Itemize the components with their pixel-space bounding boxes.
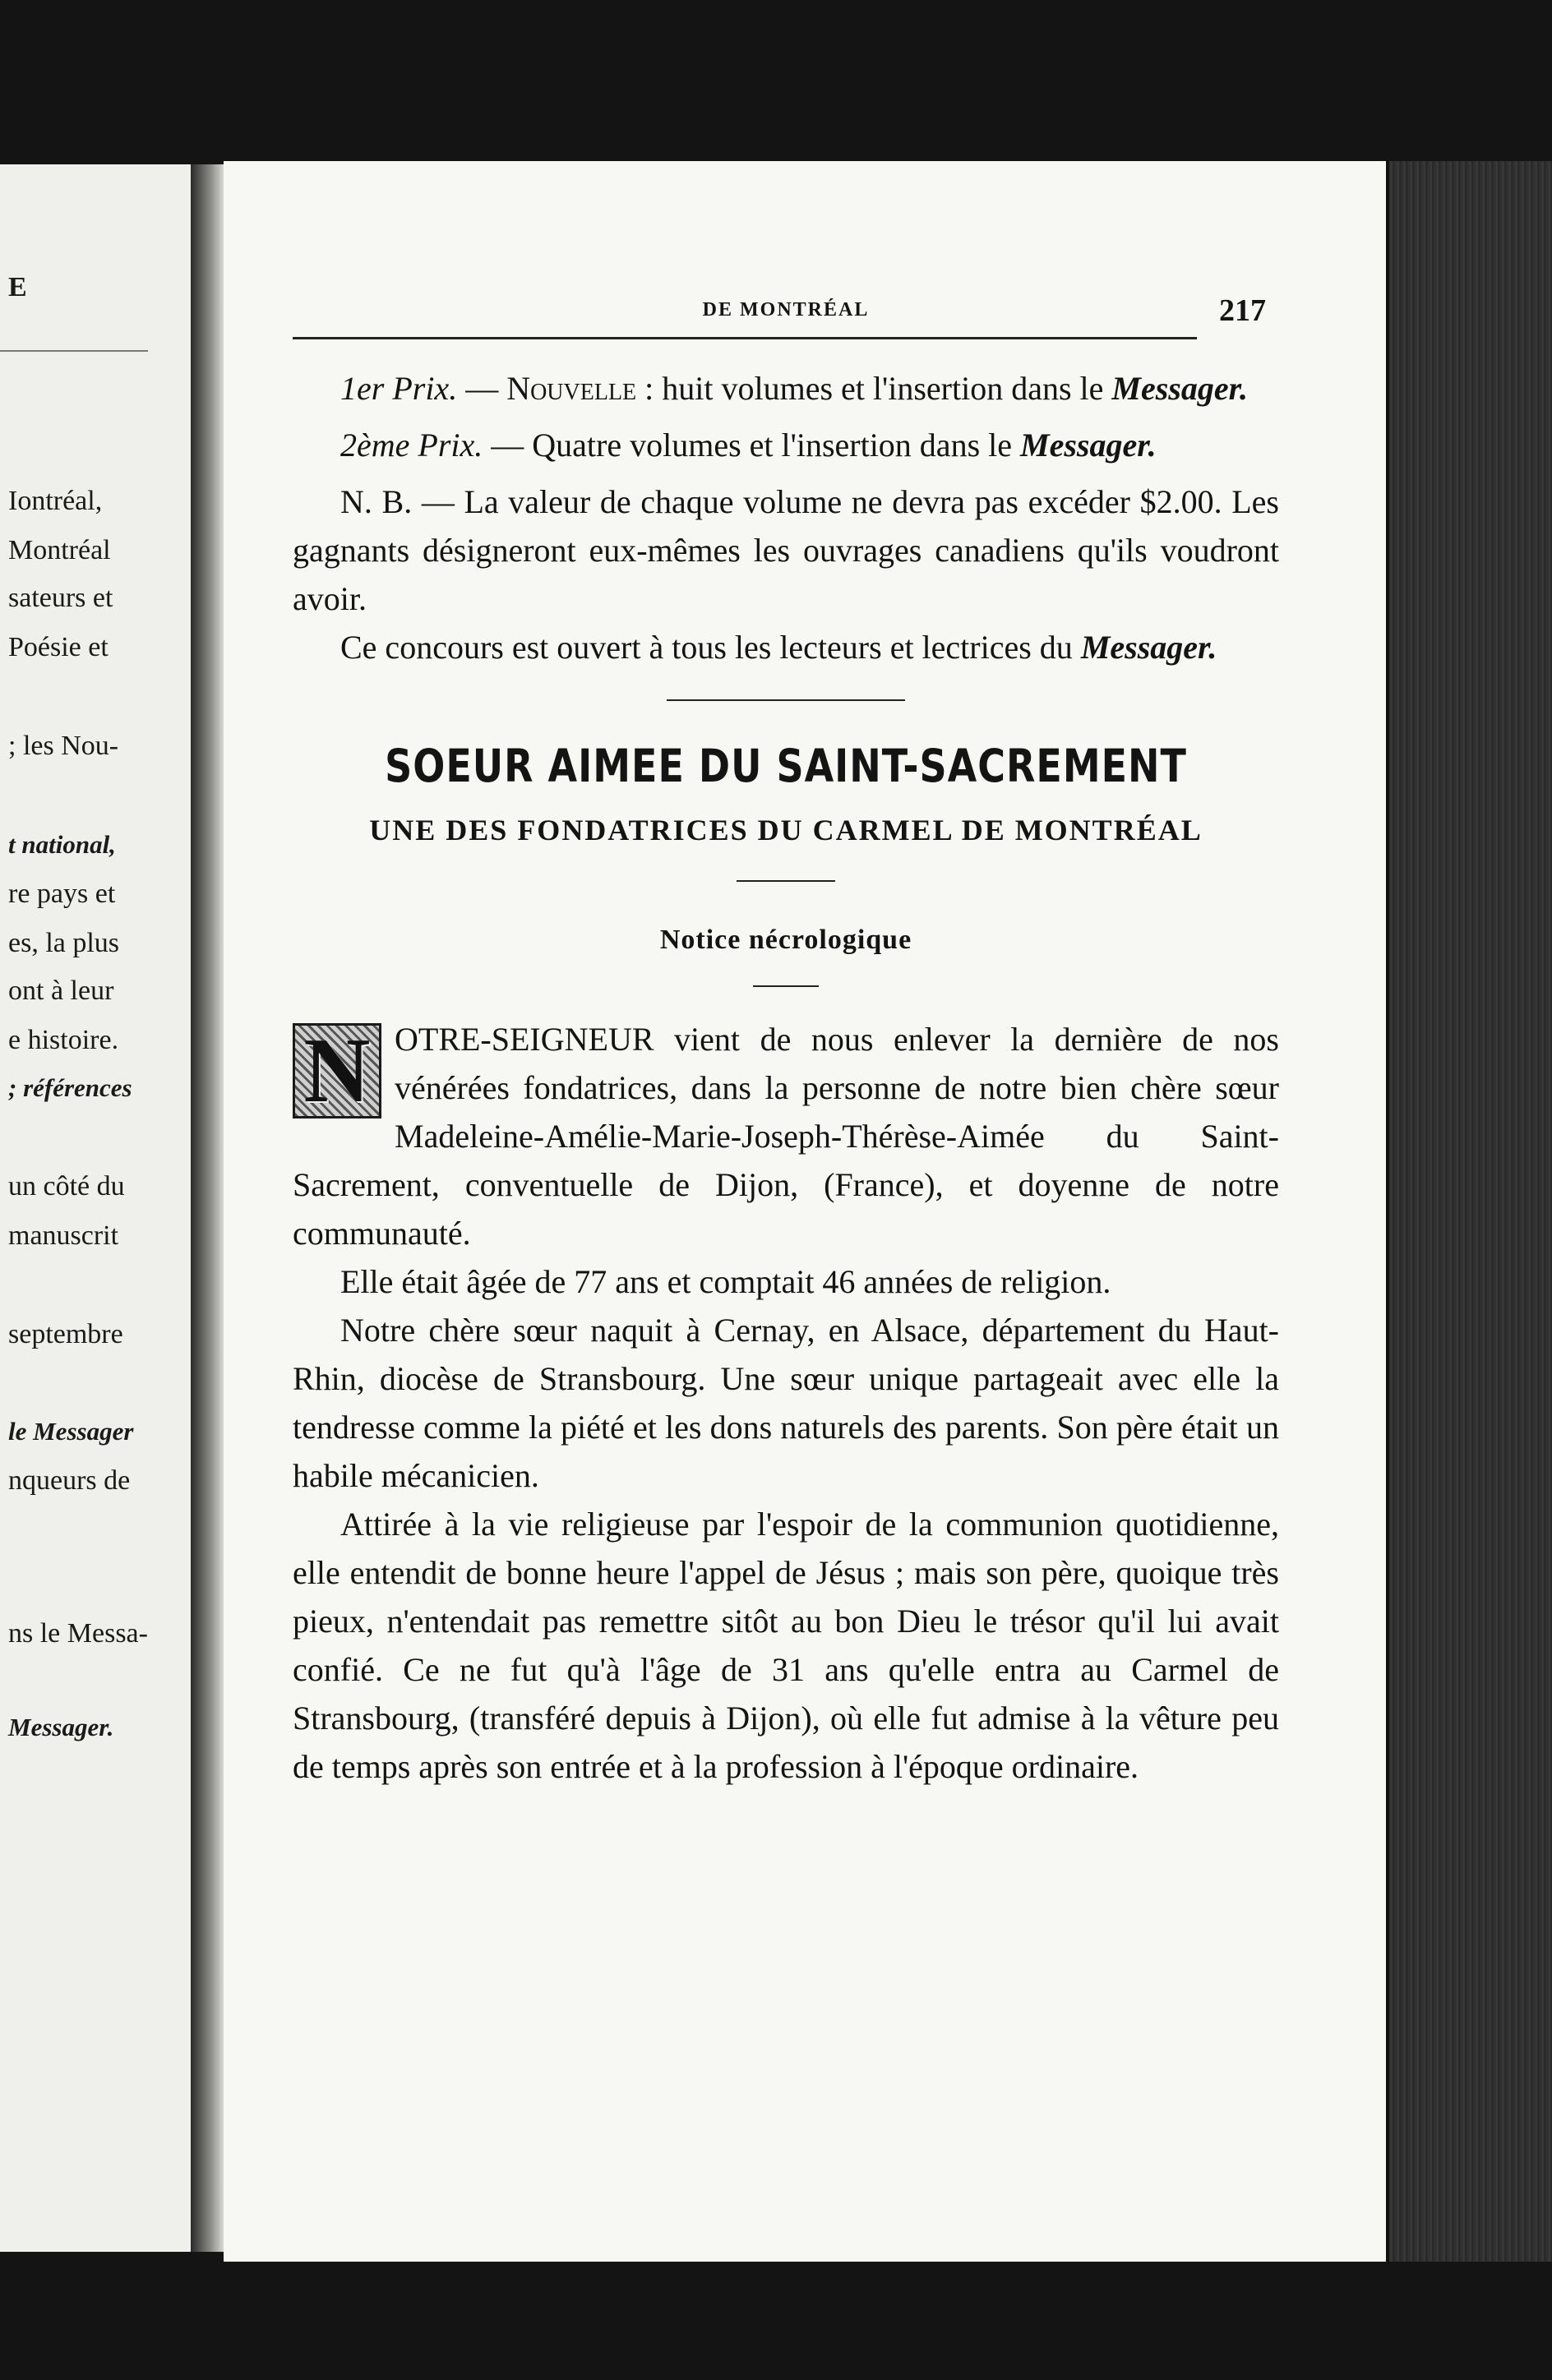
section-rule [667, 699, 905, 701]
page-content [293, 293, 1279, 1791]
dropcap-letter: N [303, 1020, 371, 1122]
left-page-fragment: E [8, 272, 27, 302]
left-page-fragment: Poésie et [8, 632, 109, 662]
article-para-4: Attirée à la vie religieuse par l'espoir de la communion quotidienne, elle entendit de bonne heure l'appel de Jésus ; mais son père, quoique très pieux, n'entendait pas remettre sitôt au bon Dieu le trésor qu'il lui avait confié. Ce ne fut qu'à l'âge de 31 ans qu'elle entra au Carmel de Stransbourg, (transféré depuis à Dijon), où elle fut admise à la vêture peu de temps après son entrée et à la profession à l'époque ordinaire. [293, 1506, 1279, 1785]
prize-first-label: 1er Prix. [340, 370, 458, 407]
left-page-rule [0, 350, 148, 352]
left-page-fragment: sateurs et [8, 583, 113, 613]
prize-first-text: : huit volumes et l'insertion dans le [636, 370, 1112, 407]
left-page-fragment: ns le Messa- [8, 1618, 148, 1649]
left-page-fragment: Iontréal, [8, 486, 103, 516]
left-page-fragment: ; les Nou- [8, 731, 119, 761]
left-page-fragment: le Messager [8, 1417, 134, 1446]
prize-second-messager: Messager. [1020, 427, 1157, 464]
prize-first-nouvelle: Nouvelle [506, 370, 637, 407]
left-page-fragment: ; références [8, 1073, 132, 1102]
prize-second [293, 421, 1279, 469]
prize-second-label: 2ème Prix. [340, 427, 483, 464]
article-para-2: Elle était âgée de 77 ans et comptait 46 années de religion. [340, 1263, 1111, 1300]
article-para-1-text: OTRE-SEIGNEUR vient de nous enlever la dernière de nos vénérées fondatrices, dans la personne de notre bien chère sœur Madeleine-Amélie-Marie-Joseph-Thérèse-Aimée du Saint-Sacrement, conventuelle de Dijon, (France), et doyenne de notre communauté. [293, 1021, 1279, 1252]
prize-first-messager: Messager. [1111, 370, 1248, 407]
prize-first-dash: — [457, 370, 507, 407]
right-page [224, 161, 1386, 2262]
prize-second-text: — Quatre volumes et l'insertion dans le [483, 427, 1020, 464]
left-page-fragment: re pays et [8, 879, 116, 909]
article-title: SOEUR AIMEE DU SAINT-SACREMENT [385, 739, 1187, 793]
nb-paragraph: N. B. — La valeur de chaque volume ne devra pas excéder $2.00. Les gagnants désigneront eux-mêmes les ouvrages canadiens qu'ils voudront avoir. [293, 483, 1279, 617]
left-page-fragment: ont à leur [8, 976, 114, 1006]
concours-messager: Messager. [1080, 629, 1217, 666]
prize-first [293, 364, 1279, 413]
concours-paragraph [293, 623, 1279, 671]
left-page-fragment: es, la plus [8, 928, 120, 958]
left-page-fragment: un côté du [8, 1171, 125, 1202]
left-page-fragment: Messager. [8, 1713, 114, 1741]
running-head: DE MONTRÉAL [702, 299, 870, 321]
header-rule [293, 337, 1197, 339]
gutter-shadow [191, 164, 224, 2252]
left-page-fragment: nqueurs de [8, 1465, 131, 1496]
left-page-fragment: e histoire. [8, 1025, 119, 1055]
subtitle-rule [737, 880, 835, 882]
page-header [293, 293, 1279, 334]
left-page-fragment: manuscrit [8, 1220, 119, 1251]
article-subtitle: UNE DES FONDATRICES DU CARMEL DE MONTRÉAL [369, 814, 1203, 846]
notice-rule [753, 985, 819, 987]
left-page [0, 164, 193, 2252]
left-page-fragment: Montréal [8, 535, 111, 565]
notice-heading: Notice nécrologique [659, 925, 912, 955]
concours-text: Ce concours est ouvert à tous les lecteurs et lectrices du [340, 629, 1081, 666]
left-page-fragment: septembre [8, 1319, 123, 1349]
page-number: 217 [1219, 293, 1266, 328]
article-para-1 [293, 1015, 1279, 1257]
dropcap-ornament [293, 1020, 381, 1122]
article-para-3: Notre chère sœur naquit à Cernay, en Alsace, département du Haut-Rhin, diocèse de Stransbourg. Une sœur unique partageait avec elle la tendresse comme la piété et les dons naturels des parents. Son père était un habile mécanicien. [293, 1312, 1279, 1494]
left-page-fragment: t national, [8, 830, 116, 859]
book-edge [1386, 161, 1552, 2262]
